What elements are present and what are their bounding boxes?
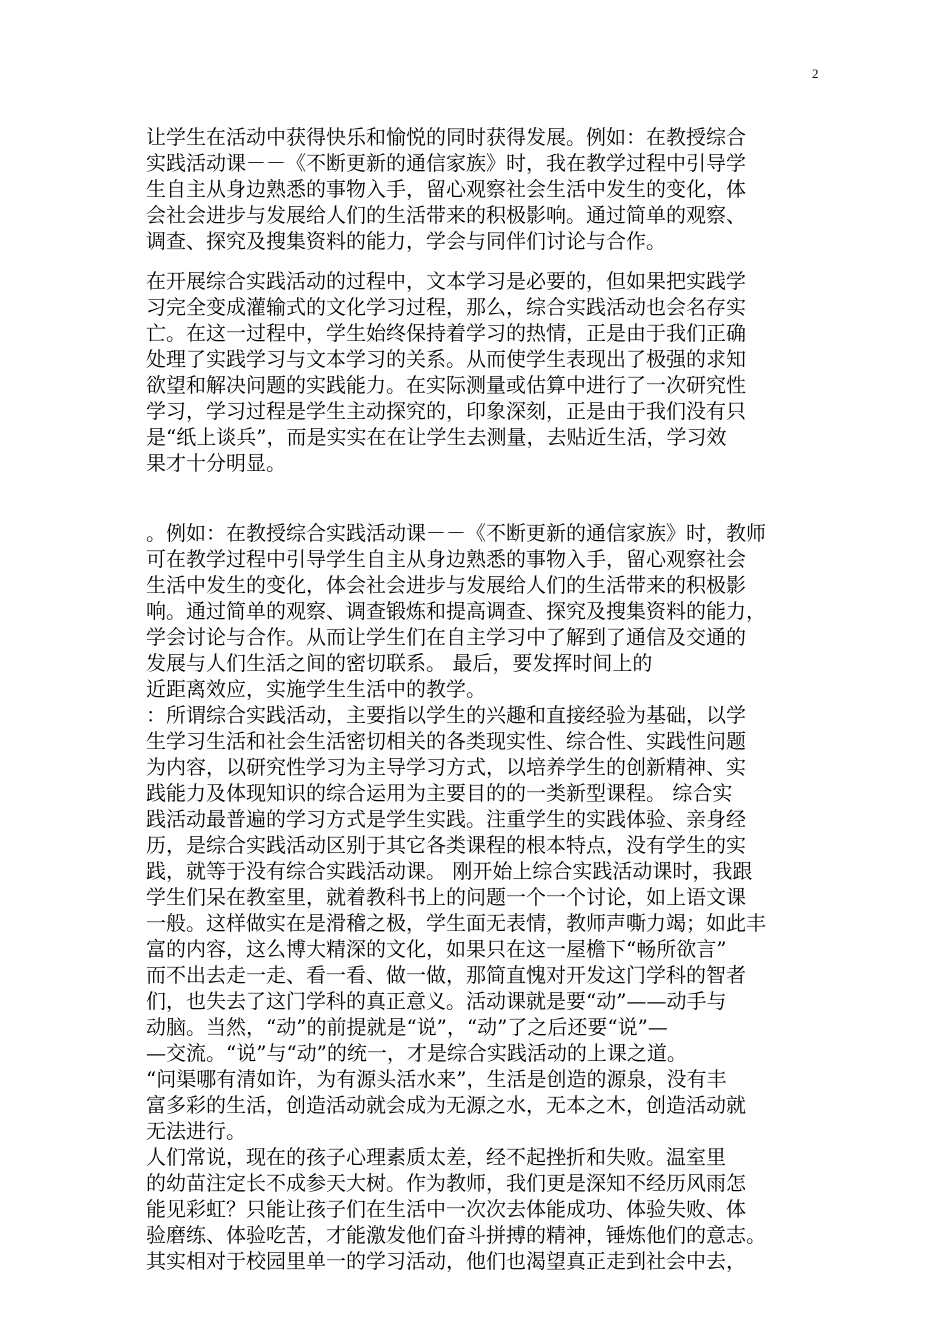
text-line: 亡。在这一过程中，学生始终保持着学习的热情，正是由于我们正确 bbox=[146, 321, 746, 345]
text-line: 一般。这样做实在是滑稽之极，学生面无表情，教师声嘶力竭；如此丰 bbox=[146, 911, 766, 935]
text-line: 习完全变成灌输式的文化学习过程，那么，综合实践活动也会名存实 bbox=[146, 295, 746, 319]
text-line: 可在教学过程中引导学生自主从身边熟悉的事物入手，留心观察社会 bbox=[146, 547, 746, 571]
text-line: 果才十分明显。 bbox=[146, 451, 286, 475]
text-line: 让学生在活动中获得快乐和愉悦的同时获得发展。例如：在教授综合 bbox=[146, 125, 746, 149]
text-line: “问渠哪有清如许，为有源头活水来”，生活是创造的源泉，没有丰 bbox=[146, 1067, 727, 1091]
text-line: 欲望和解决问题的实践能力。在实际测量或估算中进行了一次研究性 bbox=[146, 373, 746, 397]
text-line: 为内容，以研究性学习为主导学习方式，以培养学生的创新精神、实 bbox=[146, 755, 746, 779]
text-line: 富的内容，这么博大精深的文化，如果只在这一屋檐下“畅所欲言” bbox=[146, 937, 727, 961]
text-line: 人们常说，现在的孩子心理素质太差，经不起挫折和失败。温室里 bbox=[146, 1145, 726, 1169]
text-line: 富多彩的生活，创造活动就会成为无源之水，无本之木，创造活动就 bbox=[146, 1093, 746, 1117]
text-line: —交流。“说”与“动”的统一，才是综合实践活动的上课之道。 bbox=[146, 1041, 687, 1065]
text-line: 发展与人们生活之间的密切联系。 最后，要发挥时间上的 bbox=[146, 651, 653, 675]
text-line: 学会讨论与合作。从而让学生们在自主学习中了解到了通信及交通的 bbox=[146, 625, 746, 649]
page-number: 2 bbox=[812, 66, 819, 81]
text-line: 验磨练、体验吃苦，才能激发他们奋斗拼搏的精神，锤炼他们的意志。 bbox=[146, 1223, 766, 1247]
text-line: 生自主从身边熟悉的事物入手，留心观察社会生活中发生的变化，体 bbox=[146, 177, 746, 201]
text-line: 在开展综合实践活动的过程中，文本学习是必要的，但如果把实践学 bbox=[146, 269, 746, 293]
text-line: 生活中发生的变化，体会社会进步与发展给人们的生活带来的积极影 bbox=[146, 573, 746, 597]
text-line: 践，就等于没有综合实践活动课。 刚开始上综合实践活动课时，我跟 bbox=[146, 859, 753, 883]
text-line: 响。通过简单的观察、调查锻炼和提高调查、探究及搜集资料的能力， bbox=[146, 599, 766, 623]
text-line: 生学习生活和社会生活密切相关的各类现实性、综合性、实践性问题 bbox=[146, 729, 746, 753]
text-line: 践活动最普遍的学习方式是学生实践。注重学生的实践体验、亲身经 bbox=[146, 807, 746, 831]
text-line: 能见彩虹？只能让孩子们在生活中一次次去体能成功、体验失败、体 bbox=[146, 1197, 746, 1221]
text-line: 历，是综合实践活动区别于其它各类课程的根本特点，没有学生的实 bbox=[146, 833, 746, 857]
text-line: 学习，学习过程是学生主动探究的，印象深刻，正是由于我们没有只 bbox=[146, 399, 746, 423]
text-line: ：所谓综合实践活动，主要指以学生的兴趣和直接经验为基础，以学 bbox=[146, 703, 746, 727]
text-line: 们，也失去了这门学科的真正意义。活动课就是要“动”——动手与 bbox=[146, 989, 727, 1013]
text-line: 处理了实践学习与文本学习的关系。从而使学生表现出了极强的求知 bbox=[146, 347, 746, 371]
text-line: 会社会进步与发展给人们的生活带来的积极影响。通过简单的观察、 bbox=[146, 203, 746, 227]
text-line: 是“纸上谈兵”，而是实实在在让学生去测量，去贴近生活，学习效 bbox=[146, 425, 727, 449]
paragraph-1 bbox=[146, 124, 808, 254]
text-line: 的幼苗注定长不成参天大树。作为教师，我们更是深知不经历风雨怎 bbox=[146, 1171, 746, 1195]
text-line: 实践活动课－－《不断更新的通信家族》时，我在教学过程中引导学 bbox=[146, 151, 746, 175]
text-line: 学生们呆在教室里，就着教科书上的问题一个一个讨论，如上语文课 bbox=[146, 885, 746, 909]
paragraph-2 bbox=[146, 268, 808, 476]
text-line: 近距离效应，实施学生生活中的教学。 bbox=[146, 677, 486, 701]
paragraph-3 bbox=[146, 520, 808, 1274]
text-line: 。例如：在教授综合实践活动课－－《不断更新的通信家族》时，教师 bbox=[146, 521, 766, 545]
text-line: 践能力及体现知识的综合运用为主要目的的一类新型课程。 综合实 bbox=[146, 781, 733, 805]
text-line: 而不出去走一走、看一看、做一做，那简直愧对开发这门学科的智者 bbox=[146, 963, 746, 987]
text-line: 调查、探究及搜集资料的能力，学会与同伴们讨论与合作。 bbox=[146, 229, 666, 253]
text-line: 其实相对于校园里单一的学习活动，他们也渴望真正走到社会中去， bbox=[146, 1249, 746, 1273]
text-line: 无法进行。 bbox=[146, 1119, 246, 1143]
text-line: 动脑。当然，“动”的前提就是“说”，“动”了之后还要“说”— bbox=[146, 1015, 668, 1039]
